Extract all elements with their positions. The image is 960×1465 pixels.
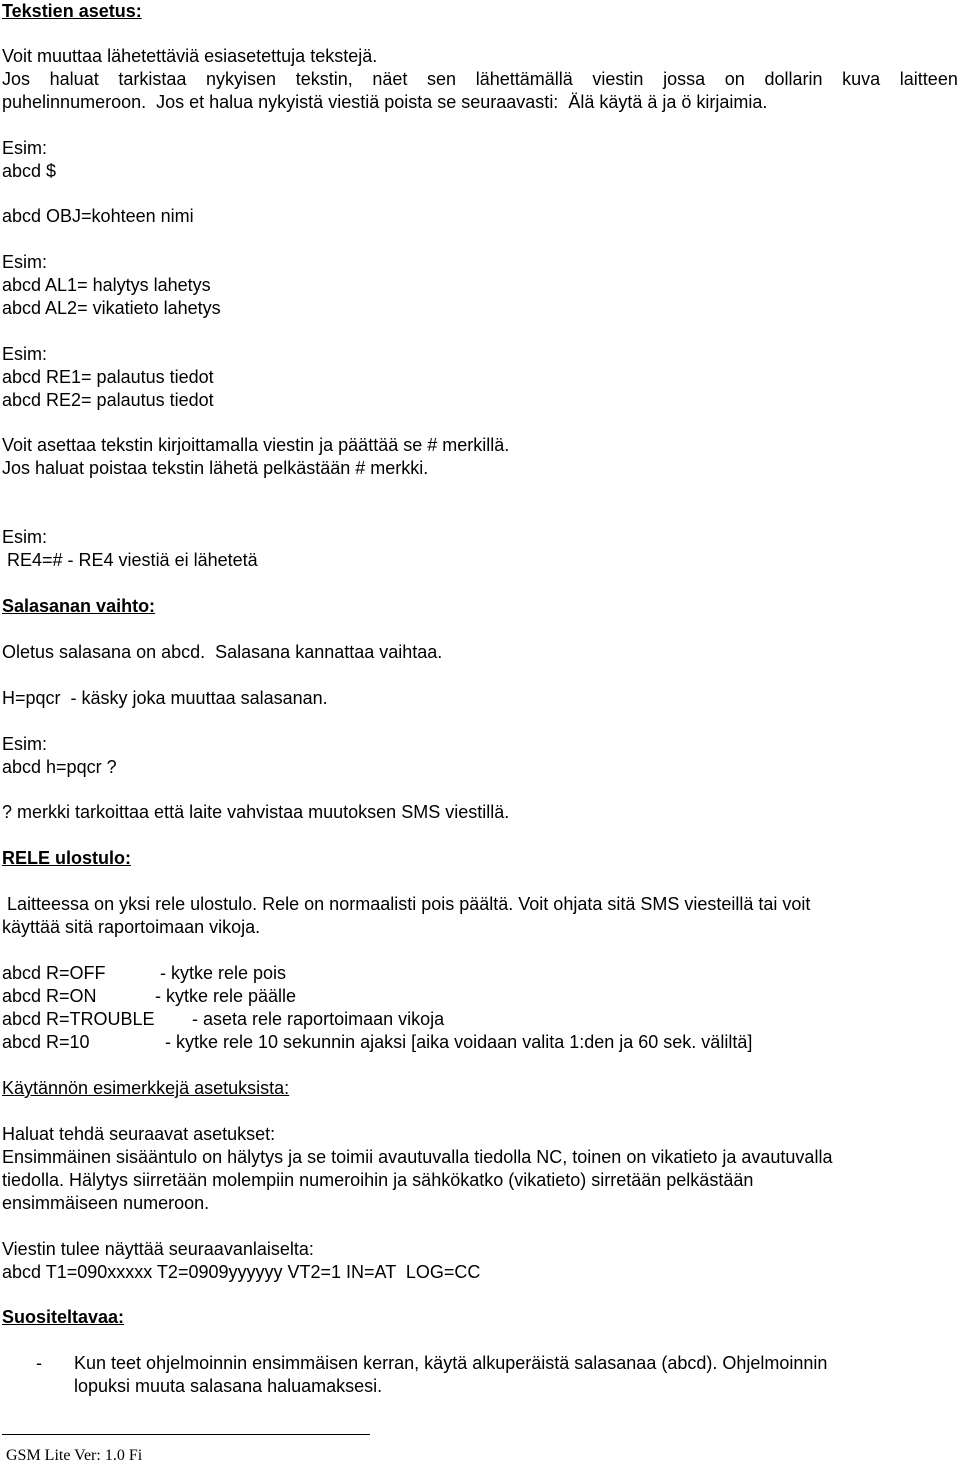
paragraph: Haluat tehdä seuraavat asetukset: — [2, 1124, 276, 1144]
example-line: abcd AL2= vikatieto lahetys — [2, 298, 221, 318]
paragraph: ensimmäiseen numeroon. — [2, 1193, 210, 1213]
paragraph: käyttää sitä raportoimaan vikoja. — [2, 917, 261, 937]
paragraph: Oletus salasana on abcd. Salasana kannattaa vaihtaa. — [2, 642, 443, 662]
word: laitteen — [899, 69, 958, 89]
relay-command-desc: - kytke rele päälle — [155, 986, 297, 1006]
example-line: RE4=# - RE4 viestiä ei lähetetä — [2, 550, 258, 570]
word: kuva — [842, 69, 881, 89]
relay-command: abcd R=ON — [2, 986, 97, 1006]
list-item: Kun teet ohjelmoinnin ensimmäisen kerran, käytä alkuperäistä salasanaa (abcd). Ohjelmoinnin — [74, 1353, 828, 1373]
word: Jos — [2, 69, 31, 89]
relay-command: abcd R=TROUBLE — [2, 1009, 155, 1029]
example-line: abcd T1=090xxxxx T2=0909yyyyyy VT2=1 IN=AT LOG=CC — [2, 1262, 481, 1282]
relay-command: abcd R=10 — [2, 1032, 90, 1052]
word: dollarin — [764, 69, 823, 89]
paragraph: ? merkki tarkoittaa että laite vahvistaa muutoksen SMS viestillä. — [2, 802, 510, 822]
example-line: abcd AL1= halytys lahetys — [2, 275, 211, 295]
example-label: Esim: — [2, 527, 47, 547]
bullet-dash: - — [36, 1353, 42, 1373]
paragraph: Voit muuttaa lähetettäviä esiasetettuja tekstejä. — [2, 46, 378, 66]
example-label: Esim: — [2, 252, 47, 272]
heading-texts: Tekstien asetus: — [2, 1, 142, 21]
word: viestin — [592, 69, 644, 89]
example-label: Esim: — [2, 734, 47, 754]
justified-line — [2, 68, 958, 90]
list-item: lopuksi muuta salasana haluamaksesi. — [74, 1376, 383, 1396]
word: lähettämällä — [475, 69, 573, 89]
relay-command-desc: - aseta rele raportoimaan vikoja — [192, 1009, 445, 1029]
paragraph: Viestin tulee näyttää seuraavanlaiselta: — [2, 1239, 314, 1259]
word: nykyisen — [206, 69, 277, 89]
relay-command-desc: - kytke rele 10 sekunnin ajaksi [aika voidaan valita 1:den ja 60 sek. väliltä] — [165, 1032, 753, 1052]
relay-command-desc: - kytke rele pois — [160, 963, 287, 983]
example-line: abcd RE2= palautus tiedot — [2, 390, 214, 410]
paragraph: Laitteessa on yksi rele ulostulo. Rele on normaalisti pois päältä. Voit ohjata sitä SMS viesteillä tai voit — [2, 894, 811, 914]
example-line: abcd $ — [2, 161, 57, 181]
heading-relay: RELE ulostulo: — [2, 848, 131, 868]
example-line: abcd OBJ=kohteen nimi — [2, 206, 194, 226]
word: tarkistaa — [118, 69, 187, 89]
paragraph: Jos haluat poistaa tekstin lähetä pelkästään # merkki. — [2, 458, 429, 478]
word: jossa — [663, 69, 706, 89]
word: näet — [372, 69, 408, 89]
example-label: Esim: — [2, 138, 47, 158]
paragraph: tiedolla. Hälytys siirretään molempiin numeroihin ja sähkökatko (vikatieto) sirretään pelkästään — [2, 1170, 754, 1190]
word: haluat — [49, 69, 99, 89]
word: sen — [427, 69, 457, 89]
example-line: abcd h=pqcr ? — [2, 757, 117, 777]
example-label: Esim: — [2, 344, 47, 364]
paragraph: Ensimmäinen sisääntulo on hälytys ja se toimii avautuvalla tiedolla NC, toinen on vikatieto ja avautuvalla — [2, 1147, 833, 1167]
relay-command: abcd R=OFF — [2, 963, 106, 983]
paragraph: Voit asettaa tekstin kirjoittamalla viestin ja päättää se # merkillä. — [2, 435, 510, 455]
example-line: abcd RE1= palautus tiedot — [2, 367, 214, 387]
footer-version: GSM Lite Ver: 1.0 Fi — [6, 1447, 143, 1464]
word: tekstin, — [295, 69, 353, 89]
heading-password: Salasanan vaihto: — [2, 596, 156, 616]
word: on — [724, 69, 745, 89]
heading-examples: Käytännön esimerkkejä asetuksista: — [2, 1078, 290, 1098]
footer-divider — [2, 1434, 370, 1435]
paragraph: H=pqcr - käsky joka muuttaa salasanan. — [2, 688, 328, 708]
paragraph: puhelinnumeroon. Jos et halua nykyistä viestiä poista se seuraavasti: Älä käytä ä ja ö kirjaimia. — [2, 92, 768, 112]
heading-recommended: Suositeltavaa: — [2, 1307, 125, 1327]
